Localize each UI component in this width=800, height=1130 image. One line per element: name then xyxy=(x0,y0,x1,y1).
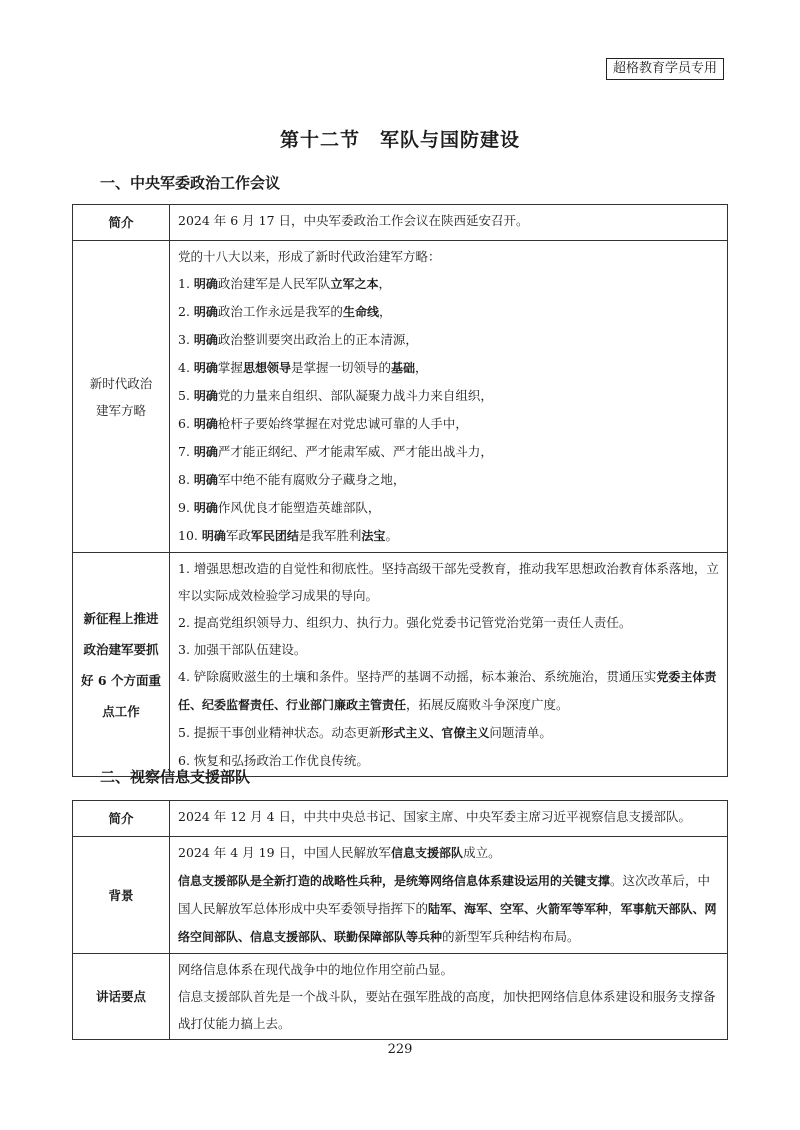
strategy-text: 政治整训要突出政治上的正本清源， xyxy=(217,332,418,347)
strategy-bold-text: 立军之本 xyxy=(330,277,379,291)
strategy-text: 军政 xyxy=(225,528,251,543)
strategy-item xyxy=(178,438,719,466)
speech-line: 网络信息体系在现代战争中的地位作用空前凸显。 xyxy=(178,962,454,977)
exclusive-use-stamp: 超格教育学员专用 xyxy=(606,58,724,80)
task-bold-text: 形式主义、官僚主义 xyxy=(381,726,490,740)
strategy-item xyxy=(178,466,719,494)
strategy-bold-text: 明确 xyxy=(193,333,218,347)
tasks-label-line: 政治建军要抓 xyxy=(83,641,159,657)
strategy-text: 党的力量来自组织、部队凝聚力战斗力来自组织， xyxy=(217,388,493,403)
strategy-bold-text: 明确 xyxy=(201,529,226,543)
strategy-bold-text: 明确 xyxy=(193,417,218,431)
strategy-text: 5. xyxy=(178,388,194,403)
tasks-label-line: 好 6 个方面重 xyxy=(81,672,161,688)
info-support-table xyxy=(72,800,728,1040)
strategy-text: 。 xyxy=(385,528,398,543)
strategy-text: 是我军胜利 xyxy=(298,528,362,543)
intro-label: 简介 xyxy=(73,801,170,837)
strategy-bold-text: 明确 xyxy=(193,305,218,319)
strategy-label-line: 新时代政治 xyxy=(89,375,153,391)
strategy-item xyxy=(178,494,719,522)
strategy-item xyxy=(178,382,719,410)
strategy-item xyxy=(178,354,719,382)
strategy-text: 1. xyxy=(178,276,194,291)
background-content xyxy=(170,837,728,954)
table-row xyxy=(73,241,728,553)
table-row xyxy=(73,801,728,837)
strategy-text: 10. xyxy=(178,528,202,543)
tasks-label-line: 新征程上推进 xyxy=(83,610,159,626)
table-row xyxy=(73,954,728,1040)
task-item: 3. 加强干部队伍建设。 xyxy=(178,642,307,657)
background-line xyxy=(178,839,719,867)
strategy-bold-text: 基础 xyxy=(390,361,415,375)
tasks-label xyxy=(73,553,170,777)
strategy-text: 是掌握一切领导的 xyxy=(290,360,391,375)
intro-text: 2024 年 6 月 17 日，中央军委政治工作会议在陕西延安召开。 xyxy=(170,205,728,241)
strategy-bold-text: 明确 xyxy=(193,389,218,403)
strategy-bold-text: 思想领导 xyxy=(242,361,291,375)
strategy-bold-text: 明确 xyxy=(193,473,218,487)
strategy-item xyxy=(178,522,719,550)
strategy-text: 军中绝不能有腐败分子藏身之地， xyxy=(217,472,406,487)
strategy-text: 7. xyxy=(178,444,194,459)
strategy-text: ， xyxy=(378,304,392,319)
strategy-text: 枪杆子要始终掌握在对党忠诚可靠的人手中， xyxy=(217,416,468,431)
table-row xyxy=(73,205,728,241)
background-text: 。这次改革后，中国人民解放军总体形成中央军委领导指挥下的 xyxy=(178,873,711,916)
tasks-content xyxy=(170,553,728,777)
background-label: 背景 xyxy=(73,837,170,954)
section-heading-1: 一、中央军委政治工作会议 xyxy=(100,174,281,192)
task-item xyxy=(178,719,719,747)
strategy-text: 4. xyxy=(178,360,194,375)
task-text: 问题清单。 xyxy=(489,725,552,740)
strategy-item xyxy=(178,270,719,298)
strategy-content xyxy=(170,241,728,553)
background-bold-text: 信息支援部队是全新打造的战略性兵种，是统筹网络信息体系建设运用的关键支撑 xyxy=(178,874,611,888)
section-heading-2: 二、视察信息支援部队 xyxy=(100,768,251,786)
strategy-item xyxy=(178,298,719,326)
task-bold-text: 党委主体责任、纪委监督责任、行业部门廉政主管责任 xyxy=(178,670,717,712)
strategy-list xyxy=(178,270,719,550)
strategy-text: ， xyxy=(414,360,428,375)
intro-label: 简介 xyxy=(73,205,170,241)
strategy-text: 3. xyxy=(178,332,194,347)
strategy-text: 6. xyxy=(178,416,194,431)
background-text: 的新型军兵种结构布局。 xyxy=(442,929,580,944)
background-bold-text: 军事航天部队、网络空间部队、信息支援部队、联勤保障部队等兵种 xyxy=(178,902,717,944)
strategy-item xyxy=(178,410,719,438)
strategy-text: 掌握 xyxy=(217,360,243,375)
strategy-item xyxy=(178,326,719,354)
task-item xyxy=(178,663,719,719)
strategy-text: 9. xyxy=(178,500,194,515)
task-item: 6. 恢复和弘扬政治工作优良传统。 xyxy=(178,753,369,768)
background-text: 成立。 xyxy=(463,845,501,860)
speech-label: 讲话要点 xyxy=(73,954,170,1040)
strategy-label xyxy=(73,241,170,553)
strategy-text: 作风优良才能塑造英雄部队， xyxy=(217,500,381,515)
page-number: 229 xyxy=(387,1042,413,1057)
strategy-bold-text: 明确 xyxy=(193,445,218,459)
strategy-bold-text: 生命线 xyxy=(342,305,379,319)
background-text: 2024 年 4 月 19 日，中国人民解放军 xyxy=(178,845,392,860)
strategy-intro: 党的十八大以来，形成了新时代政治建军方略： xyxy=(178,249,441,264)
background-bold-text: 陆军、海军、空军、火箭军等军种 xyxy=(428,902,609,916)
strategy-text: 2. xyxy=(178,304,194,319)
tasks-label-line: 点工作 xyxy=(102,703,140,719)
strategy-label-line: 建军方略 xyxy=(95,402,146,418)
strategy-bold-text: 明确 xyxy=(193,277,218,291)
task-item: 2. 提高党组织领导力、组织力、执行力。强化党委书记管党治党第一责任人责任。 xyxy=(178,615,632,630)
background-bold-text: 信息支援部队 xyxy=(391,846,464,860)
task-item: 1. 增强思想改造的自觉性和彻底性。坚持高级干部先受教育，推动我军思想政治教育体系落地，立牢以实际成效检验学习成果的导向。 xyxy=(178,561,719,603)
table-row xyxy=(73,837,728,954)
intro-text: 2024 年 12 月 4 日，中共中央总书记、国家主席、中央军委主席习近平视察信息支援部队。 xyxy=(170,801,728,837)
task-text: 5. 提振干事创业精神状态。动态更新 xyxy=(178,725,382,740)
page-title: 第十二节 军队与国防建设 xyxy=(279,129,520,151)
table-row xyxy=(73,553,728,777)
strategy-text: 政治建军是人民军队 xyxy=(217,276,331,291)
strategy-bold-text: 军民团结 xyxy=(250,529,299,543)
strategy-text: 政治工作永远是我军的 xyxy=(217,304,343,319)
task-text: 4. 铲除腐败滋生的土壤和条件。坚持严的基调不动摇，标本兼治、系统施治，贯通压实 xyxy=(178,669,657,684)
strategy-bold-text: 明确 xyxy=(193,361,218,375)
background-paragraph xyxy=(178,867,719,951)
strategy-text: ， xyxy=(378,276,391,291)
task-text: ，拓展反腐败斗争深度广度。 xyxy=(406,697,569,712)
political-work-table xyxy=(72,204,728,777)
strategy-text: 严才能正纲纪、严才能肃军威、严才能出战斗力， xyxy=(217,444,493,459)
strategy-bold-text: 明确 xyxy=(193,501,218,515)
strategy-text: 8. xyxy=(178,472,194,487)
speech-content xyxy=(170,954,728,1040)
speech-line: 信息支援部队首先是一个战斗队，要站在强军胜战的高度，加快把网络信息体系建设和服务支撑备战打仗能力搞上去。 xyxy=(178,989,716,1031)
background-text: ， xyxy=(608,901,621,916)
strategy-bold-text: 法宝 xyxy=(361,529,386,543)
